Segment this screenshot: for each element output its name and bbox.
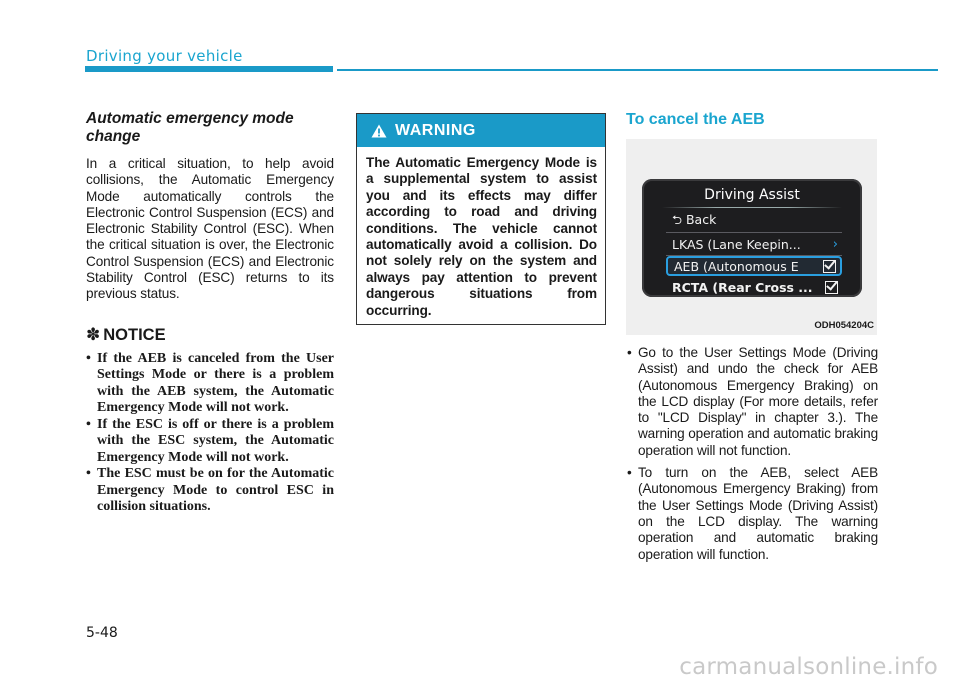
page-number: 5-48 bbox=[86, 625, 118, 641]
checkbox-checked-icon bbox=[823, 260, 836, 273]
lcd-title-divider bbox=[662, 207, 842, 208]
lcd-row-rcta bbox=[666, 278, 842, 296]
bullet-item: • Go to the User Settings Mode (Driving Assist) and undo the check for AEB (Autonomous Emergency Braking) on the LCD display (For more details, refer to "LCD Display" in chapter 3.). The warning operation and automatic braking operation will not function. bbox=[626, 345, 878, 459]
lcd-title: Driving Assist bbox=[704, 187, 800, 203]
notice-item: • If the ESC is off or there is a problem with the ESC system, the Automatic Emergency Mode will not work. bbox=[86, 417, 334, 467]
warning-title: WARNING bbox=[395, 121, 476, 139]
warning-triangle-icon bbox=[371, 124, 387, 138]
column-right bbox=[626, 110, 878, 130]
lcd-row-label: ⮌ Back bbox=[672, 211, 717, 227]
cancel-aeb-title: To cancel the AEB bbox=[626, 111, 765, 128]
lcd-display bbox=[642, 179, 862, 297]
header-rule-thin bbox=[337, 69, 938, 71]
figure-code: ODH054204C bbox=[814, 320, 874, 331]
notice-heading bbox=[86, 325, 334, 345]
lcd-row-back bbox=[666, 211, 842, 231]
aem-body: In a critical situation, to help avoid collisions, the Automatic Emergency Mode automatically controls the Electronic Control Suspension (ECS) and Electronic Stability Control (ESC). When the critical situation is over, the Electronic Control Suspension (ECS) and Electronic Stability Control (ESC) returns to its previous status. bbox=[86, 156, 334, 302]
notice-title: NOTICE bbox=[103, 325, 166, 344]
header-rule-thick bbox=[85, 66, 333, 72]
cancel-aeb-bullets bbox=[626, 345, 878, 569]
warning-header bbox=[357, 114, 605, 147]
lcd-row-divider bbox=[666, 232, 842, 233]
warning-body: The Automatic Emergency Mode is a supplemental system to assist you and its effects may differ according to road and driving conditions. The vehicle cannot automatically avoid a collision. Do not solely rely on the system and always pay attention to prevent dangerous situations from occurring. bbox=[366, 155, 597, 318]
notice-list bbox=[86, 351, 334, 516]
lcd-row-lkas bbox=[666, 234, 842, 254]
notice-item: • If the AEB is canceled from the User Settings Mode or there is a problem with the AEB system, the Automatic Emergency Mode will not work. bbox=[86, 351, 334, 417]
checkbox-checked-icon bbox=[825, 281, 838, 294]
watermark-text: carmanualsonline.info bbox=[679, 654, 938, 680]
notice-item: • The ESC must be on for the Automatic Emergency Mode to control ESC in collision situations. bbox=[86, 466, 334, 516]
warning-box bbox=[356, 113, 606, 325]
lcd-row-aeb bbox=[666, 256, 842, 276]
notice-star-icon: ✽ bbox=[86, 324, 101, 344]
aem-title: Automatic emergency mode change bbox=[86, 110, 294, 145]
bullet-item: • To turn on the AEB, select AEB (Autonomous Emergency Braking) from the User Settings Mode (Driving Assist) on the LCD display. The warning operation and automatic braking operation will function. bbox=[626, 465, 878, 563]
chevron-right-icon: › bbox=[832, 236, 838, 252]
column-left bbox=[86, 110, 334, 516]
lcd-row-label: LKAS (Lane Keepin... bbox=[672, 236, 801, 252]
section-header: Driving your vehicle bbox=[86, 47, 243, 65]
lcd-row-label: RCTA (Rear Cross ... bbox=[672, 279, 813, 295]
lcd-figure bbox=[626, 139, 877, 335]
lcd-row-label: AEB (Autonomous E bbox=[674, 258, 799, 274]
